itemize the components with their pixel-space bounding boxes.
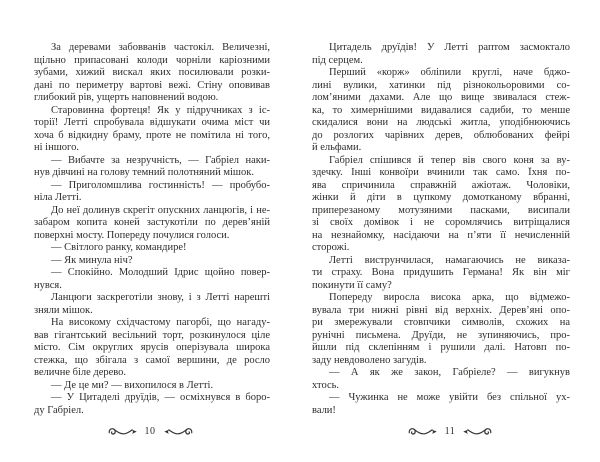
text-line: щільно припасовані колоди чорніли каріозними bbox=[34, 54, 270, 66]
text-line: лом’яними дахами. Але що вище звивалася стеж- bbox=[312, 92, 570, 103]
text-line: йшли під склепінням і рушили далі. Натовп по- bbox=[312, 342, 570, 353]
text-line: ніла Летті. bbox=[34, 192, 82, 203]
text-line: ти страху. Вона придушить Германа! Як він міг bbox=[312, 267, 570, 278]
text-line: Старовинна фортеця! Як у підручниках з іс- bbox=[51, 104, 270, 116]
text-line: на незнайомку, насідаючи на п’яти її нечисленній bbox=[312, 229, 570, 241]
text-line: — Світлого ранку, командире! bbox=[51, 242, 187, 253]
text-line: вувала три нижні рівні від верхніх. Дерев’яні опо- bbox=[312, 304, 570, 316]
text-line: — Вибачте за незручність, — Габріел наки- bbox=[51, 154, 270, 166]
text-line: сторожі. bbox=[312, 242, 350, 253]
text-line: — Як минула ніч? bbox=[51, 254, 133, 266]
text-line: хтось. bbox=[312, 379, 340, 391]
text-line: заду невдоволено загудів. bbox=[312, 354, 427, 366]
page-right-footer bbox=[300, 424, 600, 440]
text-line: поверхні мосту. Попереду почулися голоси. bbox=[34, 229, 230, 241]
text-line: величне біле дерево. bbox=[34, 367, 127, 378]
text-line: лині вулики, хатинки під різнокольоровими со- bbox=[312, 79, 570, 91]
text-line: Габріел спішився й тепер вів свого коня за ву- bbox=[329, 154, 570, 166]
page-left-footer bbox=[0, 424, 300, 440]
text-line: жінки й діти в цупкому домотканому вбранні, bbox=[312, 192, 570, 203]
text-line: Цитадель друїдів! У Летті раптом засмоктало bbox=[329, 42, 570, 53]
text-line: — У Цитаделі друїдів, — осміхнувся в боро- bbox=[51, 392, 270, 403]
flourish-left-icon bbox=[408, 426, 438, 438]
text-line: нувся. bbox=[34, 279, 62, 291]
text-line: стежка, що збігала з самої вершини, де росло bbox=[34, 354, 270, 366]
text-line: скидалися вони на людські житла, уподібнюючись bbox=[312, 117, 570, 128]
text-line: хоча б відкидну браму, проте не помітила ні того, bbox=[34, 129, 270, 141]
flourish-right-icon bbox=[462, 426, 492, 438]
text-line: зубами, хижий вискал яких посилювали розки- bbox=[34, 67, 270, 78]
text-line: під серцем. bbox=[312, 54, 363, 66]
text-line: ні іншого. bbox=[34, 142, 79, 153]
text-line: зняли мішок. bbox=[34, 304, 93, 316]
text-line: Ланцюги заскреготіли знову, і з Летті нарешті bbox=[51, 292, 270, 303]
text-line: покинути її саму? bbox=[312, 279, 392, 291]
text-line: місто. Сім округлих ярусів оперізувала широка bbox=[34, 342, 270, 353]
text-line: Попереду виросла висока арка, що відмежо- bbox=[329, 292, 570, 303]
text-line: ява спричинила справжній ажіотаж. Чоловіки, bbox=[312, 179, 570, 191]
page-number: 11 bbox=[444, 426, 456, 437]
text-line: вав гігантський весільний торт, розкинулося ціле bbox=[34, 329, 270, 341]
text-line: Летті виструнчилася, намагаючись не виказа- bbox=[329, 254, 570, 266]
text-line: дані по периметру вартові вежі. Стіну оповивав bbox=[34, 79, 270, 91]
text-line: нув дівчині на голову темний полотняний мішок. bbox=[34, 167, 254, 178]
text-line: вали! bbox=[312, 404, 336, 416]
text-line: ка, то химернішими видавалися садиби, то менше bbox=[312, 104, 570, 116]
text-line: й ельфами. bbox=[312, 142, 362, 153]
flourish-left-icon bbox=[108, 426, 138, 438]
text-line: — Приголомшлива гостинність! — пробубо- bbox=[51, 179, 270, 191]
text-line: глибокий рів, ущерть наповнений водою. bbox=[34, 92, 219, 103]
text-line: За деревами забовванів частокіл. Величезні, bbox=[51, 42, 270, 53]
page-right-text bbox=[312, 42, 570, 417]
page-right bbox=[300, 0, 600, 462]
text-line: На високому східчастому пагорбі, що нагаду- bbox=[51, 317, 270, 328]
page-left-text bbox=[34, 42, 270, 417]
text-line: приперезаному мотузяними пасками, висипали bbox=[312, 204, 570, 216]
text-line: — Спокійно. Молодший Ідрис щойно повер- bbox=[51, 267, 270, 278]
text-line: зі своїх домівок і не соромлячись витріщалися bbox=[312, 217, 570, 228]
text-line: здечку. Інші конвоїри вчинили так само. Їхня по- bbox=[312, 167, 570, 178]
text-line: торії! Летті спробувала відшукати очима міст чи bbox=[34, 117, 270, 128]
flourish-right-icon bbox=[163, 426, 193, 438]
text-line: — А як же закон, Габріеле? — вигукнув bbox=[329, 367, 570, 378]
text-line: До неї долинув скрегіт опускних ланцюгів, і не- bbox=[51, 204, 270, 216]
text-line: — Де це ми? — вихопилося в Летті. bbox=[51, 379, 214, 391]
text-line: — Чужинка не може увійти без спільної ух- bbox=[329, 392, 570, 403]
text-line: ду Габріел. bbox=[34, 404, 84, 416]
text-line: до розлогих чарівних дерев, облюбованих фейрі bbox=[312, 129, 570, 141]
text-line: забаром копита коней застукотіли по дерев’яній bbox=[34, 217, 270, 228]
page-number: 10 bbox=[144, 426, 156, 437]
text-line: Перший «корж» обліпили круглі, наче бджо- bbox=[329, 67, 570, 78]
text-line: ри змережували стовпчики символів, схожих на bbox=[312, 317, 570, 328]
text-line: рунічні письмена. Друїди, не зупиняючись, про- bbox=[312, 329, 570, 341]
